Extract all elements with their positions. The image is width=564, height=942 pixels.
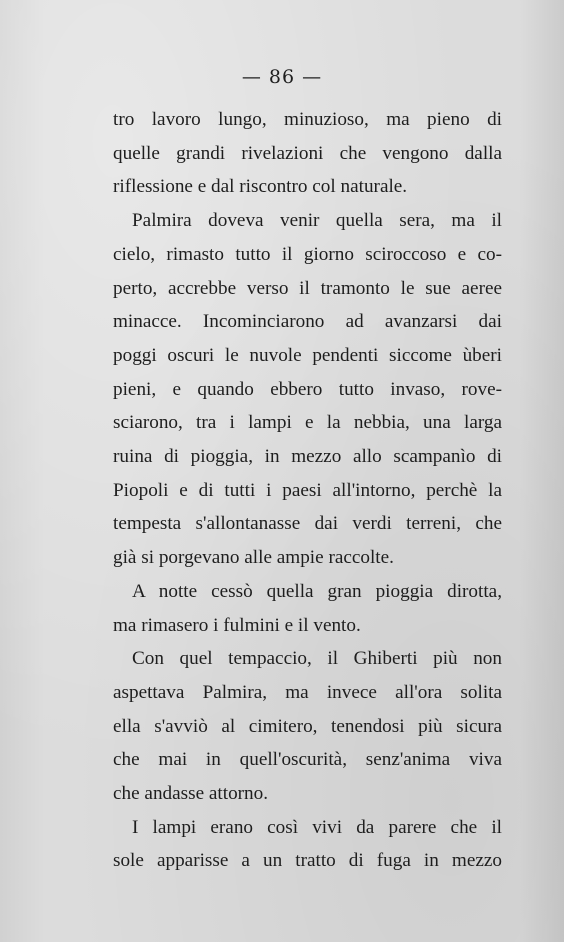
text-line: sole apparisse a un tratto di fuga in mezzo — [113, 850, 502, 872]
text-line: pieni, e quando ebbero tutto invaso, rove- — [113, 378, 502, 400]
text-line: ella s'avviò al cimitero, tenendosi più sicura — [113, 715, 502, 737]
text-line: tro lavoro lungo, minuzioso, ma pieno di — [113, 109, 502, 130]
text-line: tempesta s'allontanasse dai verdi terreni, che — [113, 513, 502, 535]
text-line: sciarono, tra i lampi e la nebbia, una larga — [113, 412, 502, 434]
text-line: che mai in quell'oscurità, senz'anima viva — [113, 749, 502, 771]
text-line: A notte cessò quella gran pioggia dirotta, — [132, 580, 502, 602]
text-line: cielo, rimasto tutto il giorno sciroccoso e co- — [113, 243, 502, 265]
text-line: Con quel tempaccio, il Ghiberti più non — [132, 648, 502, 670]
text-line: ma rimasero i fulmini e il vento. — [113, 614, 361, 636]
text-line: che andasse attorno. — [113, 783, 269, 805]
page-number: — 86 — — [241, 66, 323, 88]
text-line: quelle grandi rivelazioni che vengono dalla — [113, 142, 502, 164]
text-line: minacce. Incominciarono ad avanzarsi dai — [113, 311, 502, 333]
text-line: Piopoli e di tutti i paesi all'intorno, perchè la — [113, 479, 502, 501]
text-line: perto, accrebbe verso il tramonto le sue aeree — [113, 277, 502, 299]
text-line: ruina di pioggia, in mezzo allo scampanìo di — [113, 446, 502, 468]
text-line: Palmira doveva venir quella sera, ma il — [132, 210, 502, 232]
text-line: già si porgevano alle ampie raccolte. — [113, 547, 394, 569]
body-text — [113, 103, 502, 878]
text-line: poggi oscuri le nuvole pendenti siccome ùberi — [113, 344, 502, 366]
text-line: riflessione e dal riscontro col naturale. — [113, 176, 408, 198]
text-line: aspettava Palmira, ma invece all'ora solita — [113, 681, 502, 703]
text-line: I lampi erano così vivi da parere che il — [132, 816, 502, 838]
